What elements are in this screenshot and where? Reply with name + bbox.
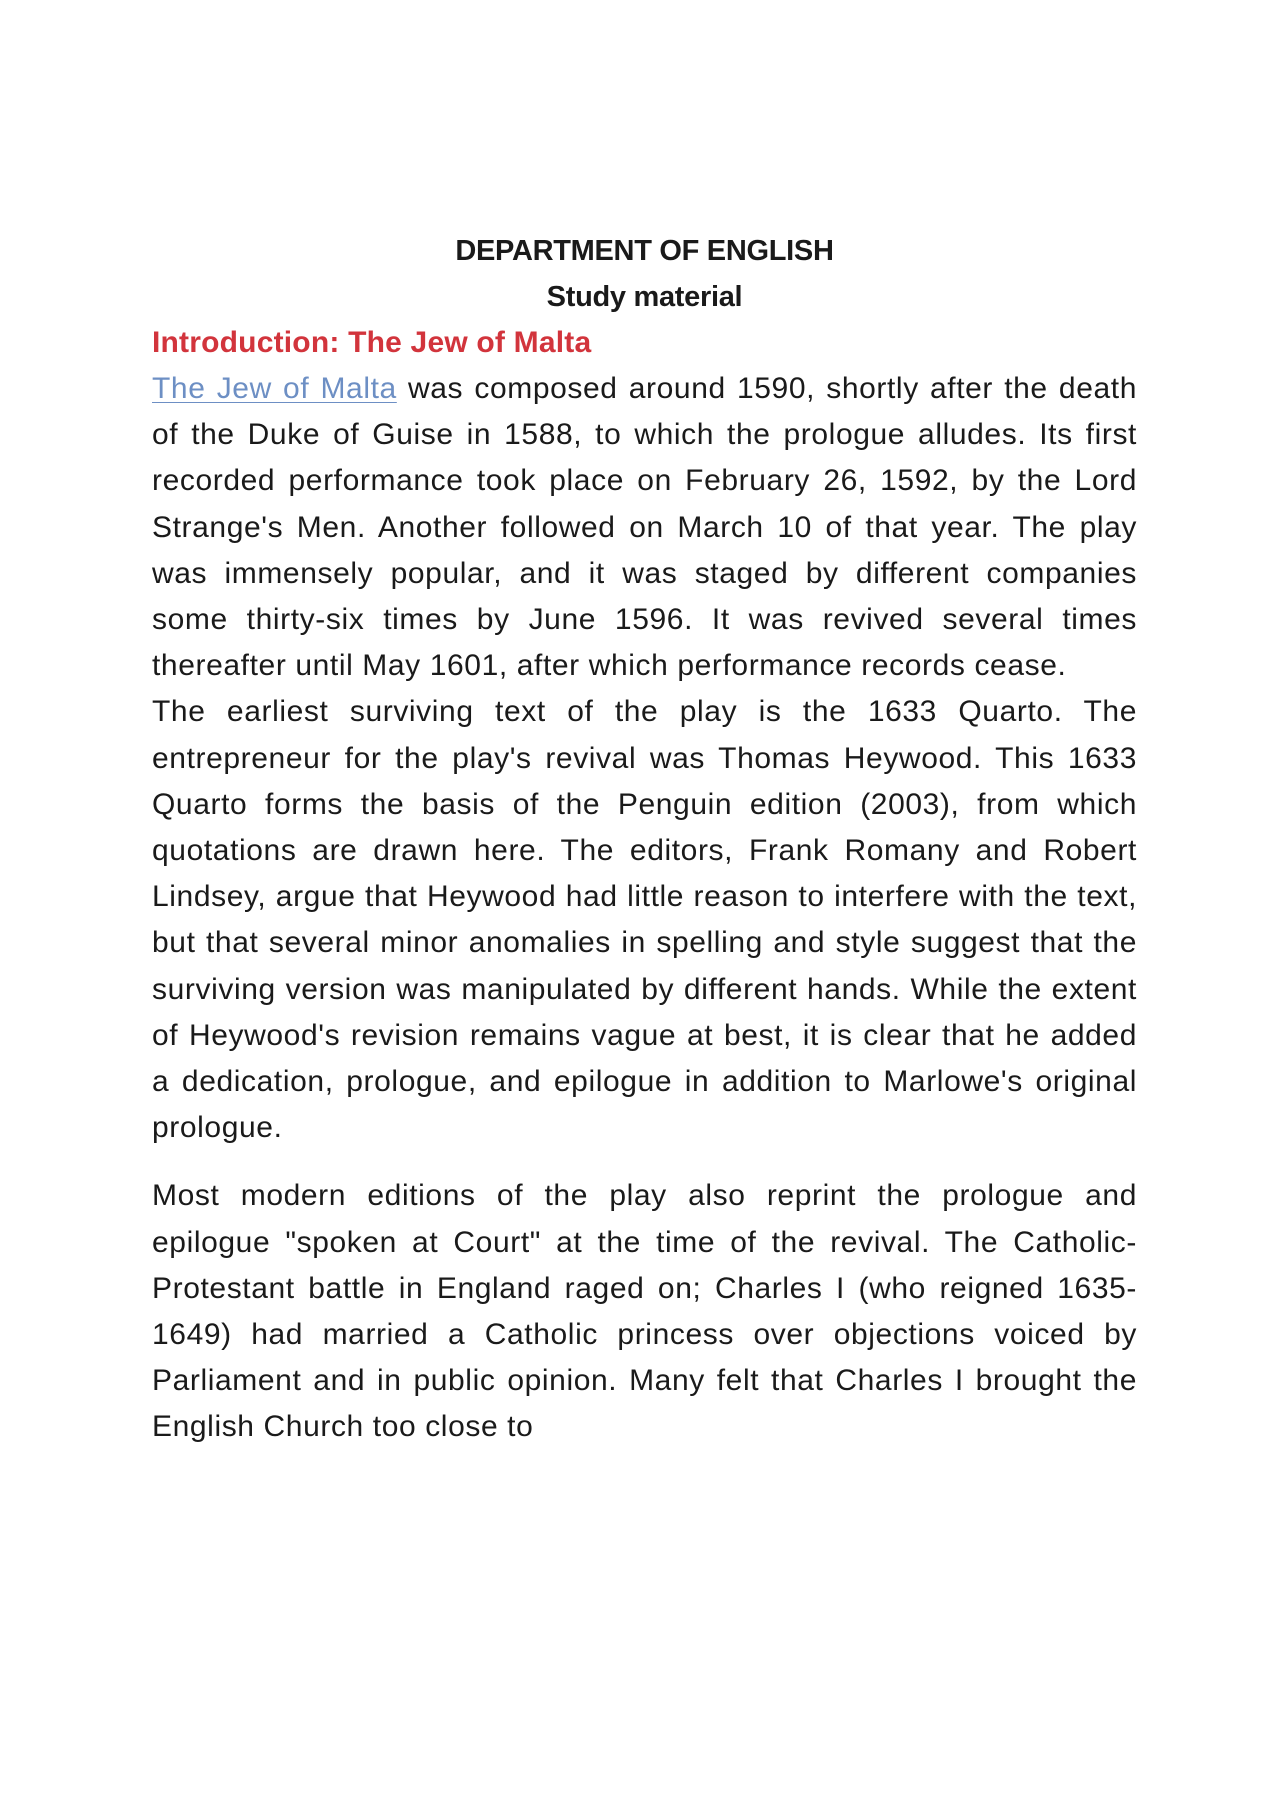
paragraph-1-text: was composed around 1590, shortly after the death of the Duke of Guise in 1588, to which the prologue alludes. Its first recorded performance took place on February 26, 1592, by the Lord Strange's Men. Another followed on March 10 of that year. The play was immensely popular, and it was staged by different companies some thirty-six times by June 1596. It was revived several times thereafter until May 1601, after which performance records cease. [152,372,1137,683]
document-page [152,228,1137,1451]
section-title: Introduction: The Jew of Malta [152,326,592,359]
department-heading: DEPARTMENT OF ENGLISH [455,235,834,267]
paragraph-2: The earliest surviving text of the play is the 1633 Quarto. The entrepreneur for the play's revival was Thomas Heywood. This 1633 Quarto forms the basis of the Penguin edition (2003), from which quotations are drawn here. The editors, Frank Romany and Robert Lindsey, argue that Heywood had little reason to interfere with the text, but that several minor anomalies in spelling and style suggest that the surviving version was manipulated by different hands. While the extent of Heywood's revision remains vague at best, it is clear that he added a dedication, prologue, and epilogue in addition to Marlowe's original prologue. [152,695,1137,1145]
paragraph-3: Most modern editions of the play also reprint the prologue and epilogue "spoken at Court" at the time of the revival. The Catholic-Protestant battle in England raged on; Charles I (who reigned 1635-1649) had married a Catholic princess over objections voiced by Parliament and in public opinion. Many felt that Charles I brought the English Church too close to [152,1179,1137,1444]
document-subtitle: Study material [546,281,743,313]
paragraph-1 [152,366,1137,689]
play-title-link[interactable]: The Jew of Malta [152,372,397,405]
